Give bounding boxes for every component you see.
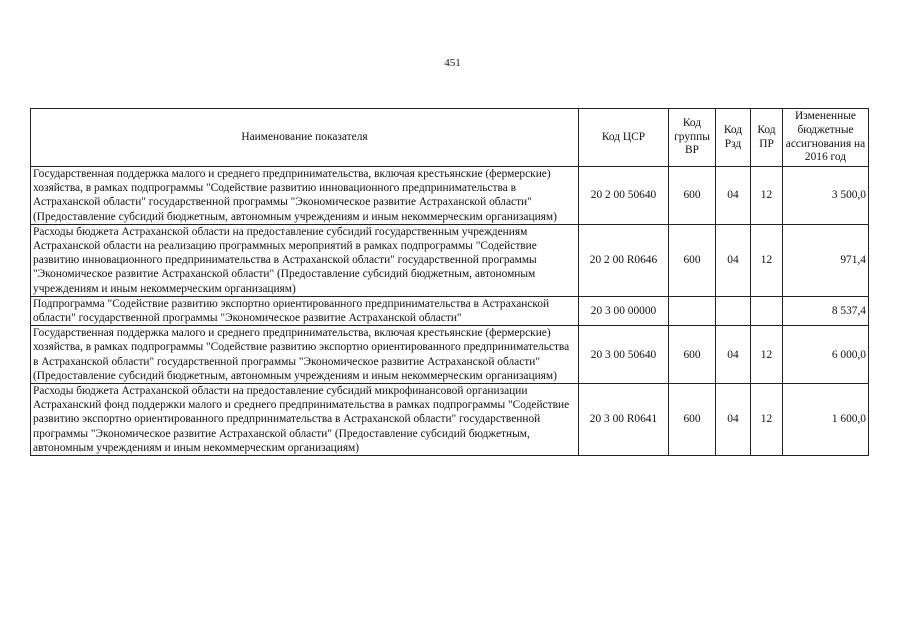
row-vr-code: 600 xyxy=(669,167,716,225)
row-rzd-code: 04 xyxy=(716,326,751,384)
table-row xyxy=(31,326,869,384)
table-row xyxy=(31,296,869,325)
row-csr-code: 20 3 00 50640 xyxy=(579,326,669,384)
header-rzd-code: Код Рзд xyxy=(716,109,751,167)
row-name: Подпрограмма "Содействие развитию экспортно ориентированного предпринимательства в Астраханской области" государственной программы "Экономическое развитие Астраханской области" xyxy=(31,296,579,325)
row-pr-code: 12 xyxy=(751,167,783,225)
row-amount: 971,4 xyxy=(783,224,869,296)
header-pr-code: Код ПР xyxy=(751,109,783,167)
header-csr-code: Код ЦСР xyxy=(579,109,669,167)
row-name: Расходы бюджета Астраханской области на предоставление субсидий микрофинансовой организации Астраханский фонд поддержки малого и среднего предпринимательства в рамках подпрограммы "Содействие развитию экспортно ориентированного предпринимательства в Астраханской области" государственной программы "Экономическое развитие Астраханской области" (Предоставление субсидий бюджетным, автономным учреждениям и иным некоммерческим организациям) xyxy=(31,384,579,456)
row-pr-code: 12 xyxy=(751,384,783,456)
header-row xyxy=(31,109,869,167)
table-row xyxy=(31,224,869,296)
row-amount: 3 500,0 xyxy=(783,167,869,225)
row-amount: 1 600,0 xyxy=(783,384,869,456)
row-vr-code: 600 xyxy=(669,326,716,384)
budget-table xyxy=(30,108,869,456)
row-csr-code: 20 2 00 R0646 xyxy=(579,224,669,296)
row-amount: 8 537,4 xyxy=(783,296,869,325)
row-vr-code: 600 xyxy=(669,384,716,456)
row-vr-code xyxy=(669,296,716,325)
row-pr-code: 12 xyxy=(751,224,783,296)
row-pr-code xyxy=(751,296,783,325)
header-amount: Измененные бюджетные ассигнования на 2016 год xyxy=(783,109,869,167)
table-row xyxy=(31,384,869,456)
row-rzd-code: 04 xyxy=(716,384,751,456)
row-pr-code: 12 xyxy=(751,326,783,384)
row-vr-code: 600 xyxy=(669,224,716,296)
row-name: Государственная поддержка малого и среднего предпринимательства, включая крестьянские (фермерские) хозяйства, в рамках подпрограммы "Содействие развитию экспортно ориентированного предпринимательства в Астраханской области" государственной программы "Экономическое развитие Астраханской области" (Предоставление субсидий бюджетным, автономным учреждениям и иным некоммерческим организациям) xyxy=(31,326,579,384)
row-rzd-code xyxy=(716,296,751,325)
page-number: 451 xyxy=(444,57,461,69)
row-rzd-code: 04 xyxy=(716,167,751,225)
row-csr-code: 20 3 00 00000 xyxy=(579,296,669,325)
table-body xyxy=(31,167,869,456)
row-name: Государственная поддержка малого и среднего предпринимательства, включая крестьянские (фермерские) хозяйства, в рамках подпрограммы "Содействие развитию инновационного предпринимательства в Астраханской области" государственной программы "Экономическое развитие Астраханской области" (Предоставление субсидий бюджетным, автономным учреждениям и иным некоммерческим организациям) xyxy=(31,167,579,225)
table-row xyxy=(31,167,869,225)
row-rzd-code: 04 xyxy=(716,224,751,296)
row-amount: 6 000,0 xyxy=(783,326,869,384)
row-csr-code: 20 2 00 50640 xyxy=(579,167,669,225)
header-vr-code: Код группы ВР xyxy=(669,109,716,167)
header-name: Наименование показателя xyxy=(31,109,579,167)
table-header xyxy=(31,109,869,167)
row-name: Расходы бюджета Астраханской области на предоставление субсидий государственным учреждениям Астраханской области на реализацию программных мероприятий в рамках подпрограммы "Содействие развитию инновационного предпринимательства в Астраханской области" государственной программы "Экономическое развитие Астраханской области" (Предоставление субсидий бюджетным, автономным учреждениям и иным некоммерческим организациям) xyxy=(31,224,579,296)
row-csr-code: 20 3 00 R0641 xyxy=(579,384,669,456)
